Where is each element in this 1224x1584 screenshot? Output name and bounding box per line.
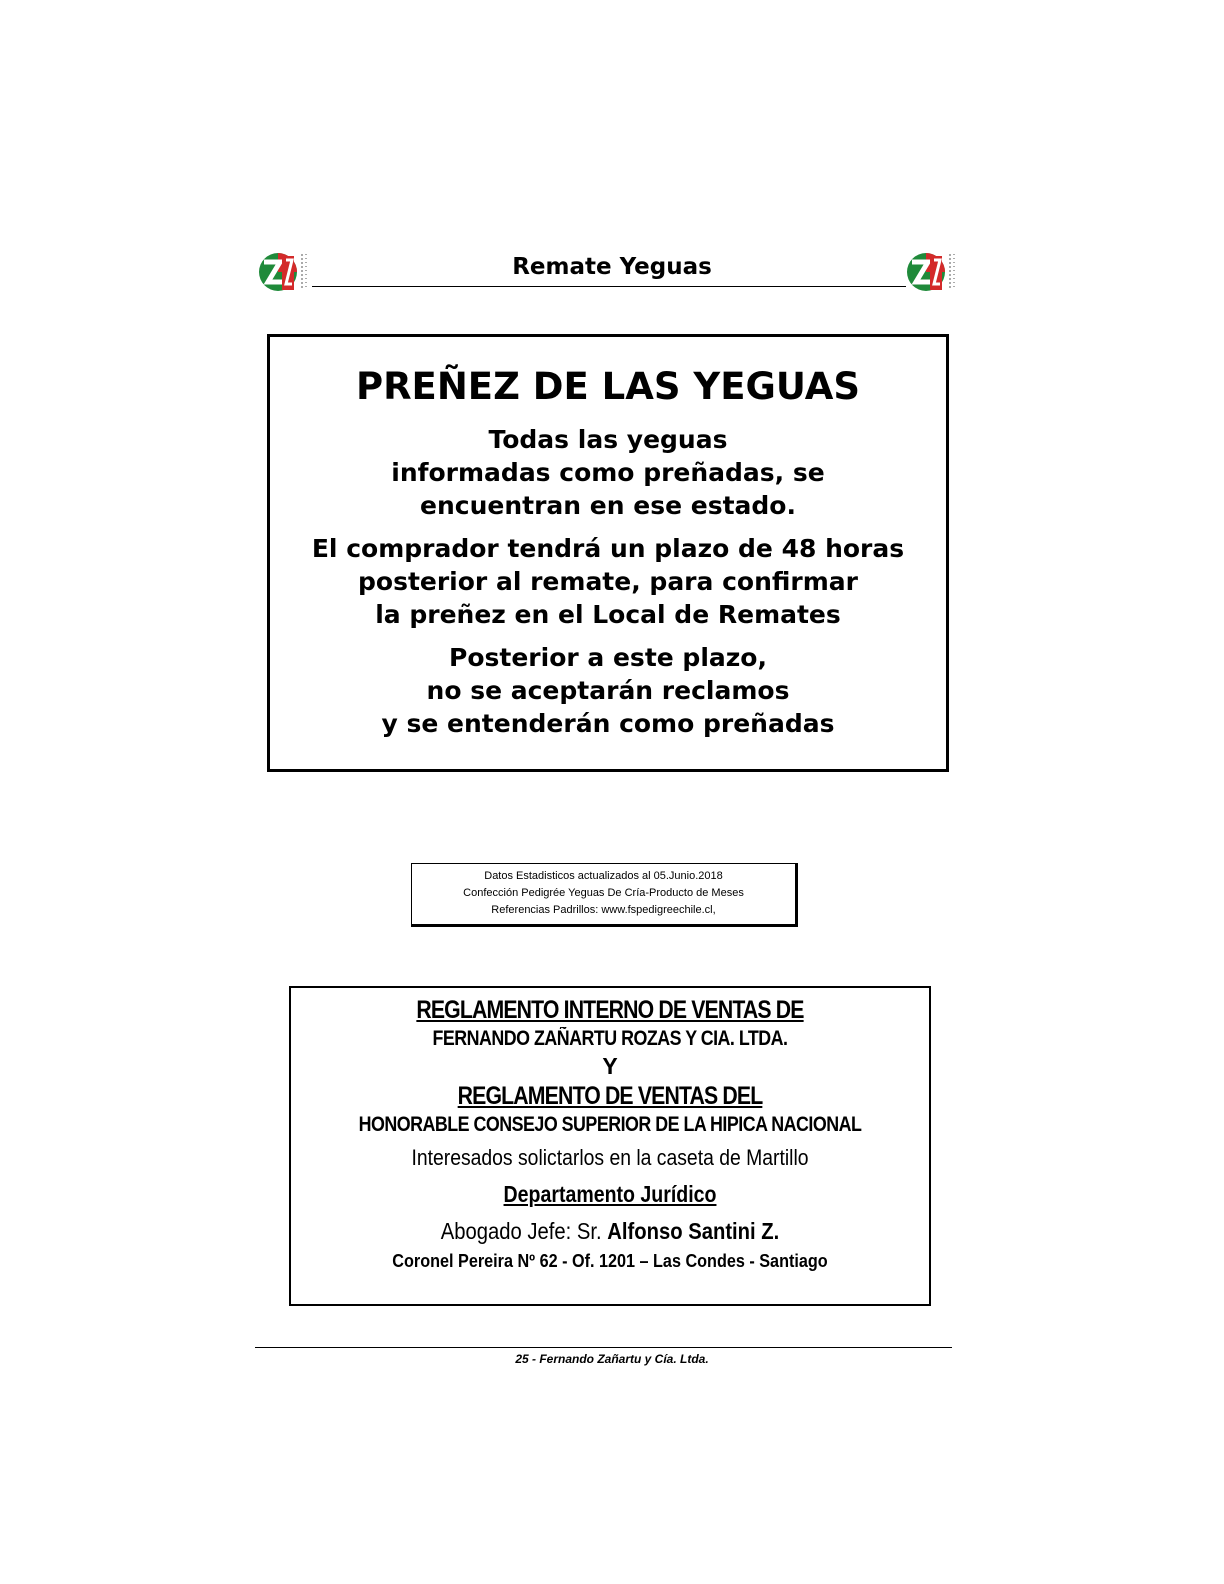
notice-line: encuentran en ese estado. [420, 491, 796, 520]
regulation-box [289, 986, 931, 1306]
lawyer-name: Alfonso Santini Z. [607, 1218, 780, 1244]
notice-line: Todas las yeguas [488, 425, 728, 454]
regulation-address: Coronel Pereira Nº 62 - Of. 1201 – Las Condes - Santiago [392, 1251, 828, 1271]
notice-paragraph-1 [270, 423, 946, 522]
header-divider [312, 286, 906, 287]
footer-divider [255, 1347, 952, 1348]
notice-paragraph-3 [270, 641, 946, 740]
regulation-interest-text: Interesados solictarlos en la caseta de Martillo [411, 1145, 809, 1170]
regulation-department: Departamento Jurídico [503, 1181, 717, 1207]
statistics-info-box [411, 863, 798, 927]
regulation-heading-2: REGLAMENTO DE VENTAS DEL [457, 1082, 763, 1110]
stats-references-line: Referencias Padrillos: www.fspedigreechile.cl, [491, 904, 716, 916]
notice-line: informadas como preñadas, se [391, 458, 825, 487]
regulation-heading-1: REGLAMENTO INTERNO DE VENTAS DE [416, 996, 804, 1024]
notice-paragraph-2 [270, 532, 946, 631]
stats-updated-line: Datos Estadisticos actualizados al 05.Junio.2018 [484, 870, 723, 882]
regulation-conjunction: Y [602, 1053, 618, 1079]
regulation-council: HONORABLE CONSEJO SUPERIOR DE LA HIPICA NACIONAL [358, 1113, 862, 1136]
lawyer-prefix: Abogado Jefe: Sr. [440, 1218, 602, 1244]
notice-line: la preñez en el Local de Remates [375, 600, 841, 629]
notice-line: posterior al remate, para confirmar [358, 567, 858, 596]
notice-line: Posterior a este plazo, [449, 643, 767, 672]
pregnancy-notice-box [267, 334, 949, 772]
notice-line: no se aceptarán reclamos [426, 676, 790, 705]
stats-pedigree-line: Confección Pedigrée Yeguas De Cría-Producto de Meses [463, 887, 744, 899]
notice-title: PREÑEZ DE LAS YEGUAS [355, 365, 861, 408]
page-footer: 25 - Fernando Zañartu y Cía. Ltda. [515, 1352, 709, 1366]
regulation-lawyer [329, 1218, 890, 1245]
notice-line: El comprador tendrá un plazo de 48 horas [311, 534, 905, 563]
regulation-company: FERNANDO ZAÑARTU ROZAS Y CIA. LTDA. [432, 1027, 788, 1050]
page-header-title: Remate Yeguas [512, 254, 712, 280]
notice-line: y se entenderán como preñadas [381, 709, 835, 738]
